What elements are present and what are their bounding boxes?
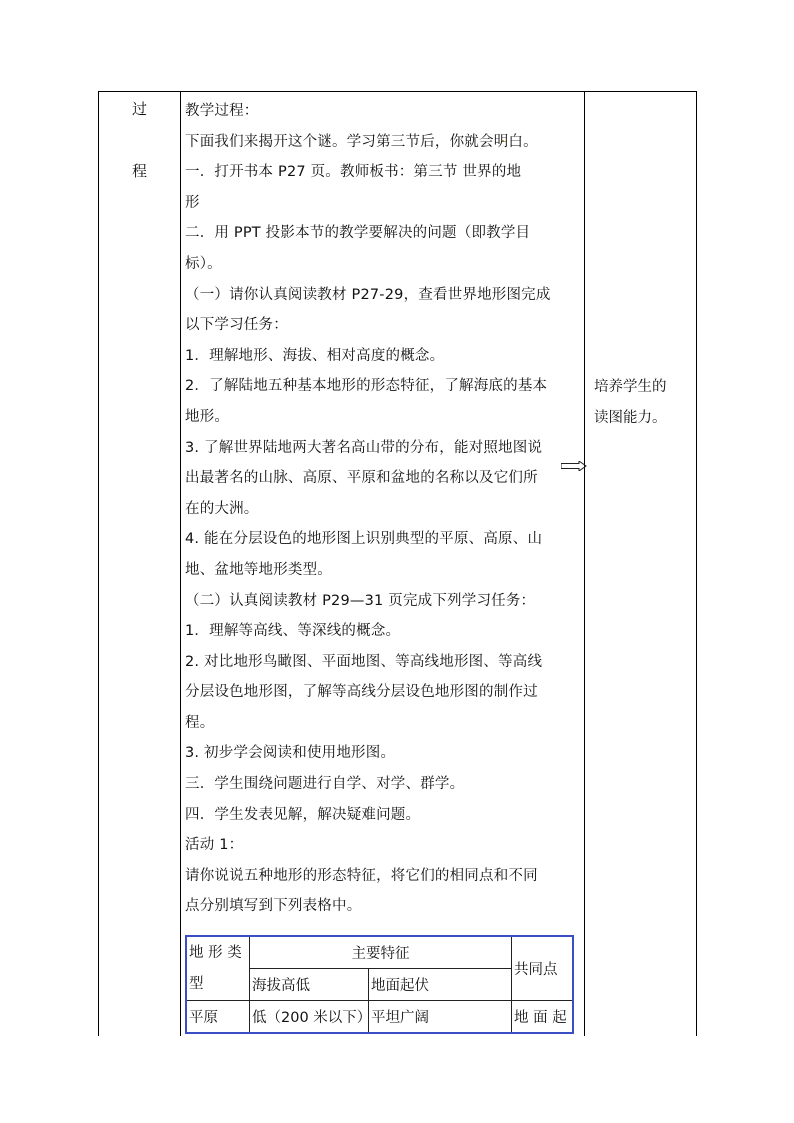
- text-line: 标）。: [185, 255, 222, 272]
- text-line: 以下学习任务：: [185, 317, 288, 334]
- text-line: 4. 能在分层设色的地形图上识别典型的平原、高原、山: [185, 531, 543, 548]
- text-line: 地形。: [185, 408, 230, 425]
- teaching-goal-note: [594, 372, 694, 434]
- cell-plain-relief: 平坦广阔: [369, 1001, 512, 1034]
- left-label-cheng: 程: [131, 162, 147, 180]
- text-line: 活动 1：: [185, 837, 244, 854]
- text-line: 二．用 PPT 投影本节的教学要解决的问题（即教学目: [185, 225, 531, 242]
- text-line: 请你说说五种地形的形态特征，将它们的相同点和不同: [185, 867, 538, 884]
- header-landform-type: [186, 936, 250, 1001]
- text-line: 1．理解等高线、等深线的概念。: [185, 623, 401, 640]
- text-line: 2. 对比地形鸟瞰图、平面地图、等高线地形图、等高线: [185, 653, 543, 670]
- text-line: 下面我们来揭开这个谜。学习第三节后，你就会明白。: [185, 133, 538, 150]
- text-line: （二）认真阅读教材 P29—31 页完成下列学习任务：: [185, 592, 536, 609]
- text-line: 一．打开书本 P27 页。教师板书：第三节 世界的地: [185, 164, 522, 181]
- lesson-table-outer: [98, 91, 697, 1036]
- text-line: 在的大洲。: [185, 500, 259, 517]
- text-line: 3. 初步学会阅读和使用地形图。: [185, 745, 396, 762]
- cell-plain-common: 地 面 起: [512, 1001, 574, 1034]
- arrow-right-icon: [561, 461, 587, 471]
- text-line: 四．学生发表见解，解决疑难问题。: [185, 806, 421, 823]
- header-common: 共同点: [512, 936, 574, 1001]
- lesson-content: [185, 96, 585, 922]
- text-line: 1．理解地形、海拔、相对高度的概念。: [185, 347, 445, 364]
- cell-plain-altitude: 低（200 米以下）: [250, 1001, 369, 1034]
- text-line: 2．了解陆地五种基本地形的形态特征，了解海底的基本: [185, 378, 548, 395]
- header-type-line-2: 型: [189, 975, 204, 992]
- header-altitude: 海拔高低: [250, 969, 369, 1001]
- landform-feature-table: [185, 935, 574, 1034]
- goal-line-2: 读图能力。: [594, 410, 667, 426]
- text-line: 分层设色地形图，了解等高线分层设色地形图的制作过: [185, 684, 538, 701]
- text-line: 地、盆地等地形类型。: [185, 561, 332, 578]
- text-line: （一）请你认真阅读教材 P27-29，查看世界地形图完成: [185, 286, 551, 303]
- cell-plain: 平原: [186, 1001, 250, 1034]
- text-line: 点分别填写到下列表格中。: [185, 898, 362, 915]
- text-line: 教学过程：: [185, 103, 259, 119]
- header-type-line-1: 地 形 类: [189, 944, 242, 961]
- text-line: 三．学生围绕问题进行自学、对学、群学。: [185, 776, 465, 793]
- goal-line-1: 培养学生的: [594, 379, 667, 395]
- text-line: 程。: [185, 714, 215, 731]
- header-relief: 地面起伏: [369, 969, 512, 1001]
- text-line: 出最著名的山脉、高原、平原和盆地的名称以及它们所: [185, 470, 538, 487]
- header-main-feature: 主要特征: [250, 936, 512, 969]
- left-label-guo: 过: [131, 100, 147, 118]
- text-line: 形: [185, 194, 200, 211]
- text-line: 3. 了解世界陆地两大著名高山带的分布，能对照地图说: [185, 439, 543, 456]
- column-divider-1: [180, 92, 181, 1036]
